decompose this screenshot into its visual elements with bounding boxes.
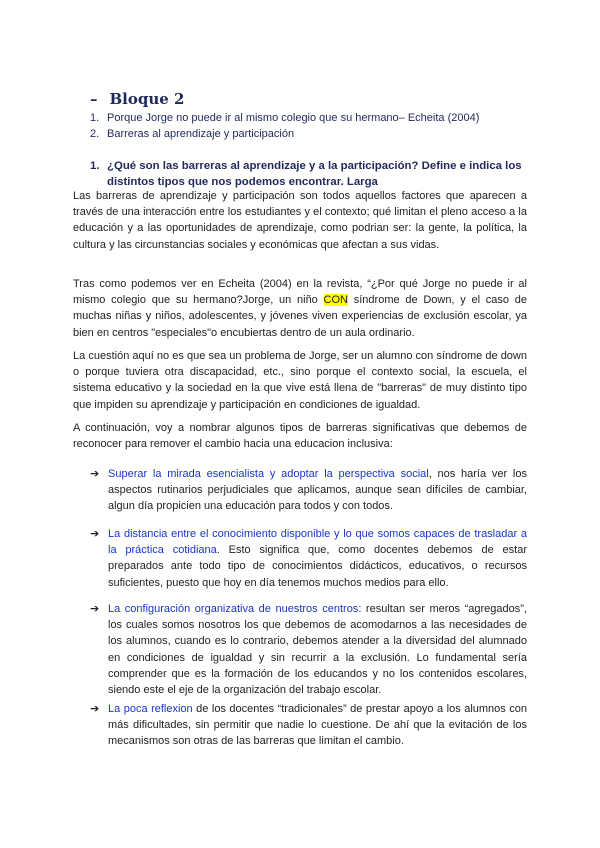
barrier-description: de los docentes “tradicionales” de prestar apoyo a los alumnos con más dificultades, sin permitir que nadie lo cuestione. De ahí que la evitación de los mecanismos son otras de las barreras que limitan el cambio. [108, 703, 528, 748]
topic-text: Porque Jorge no puede ir al mismo colegio que su hermano– Echeita (2004) [107, 112, 480, 124]
topic-item [90, 110, 479, 126]
question-text: ¿Qué son las barreras al aprendizaje y a la participación? Define e indica los distintos tipos que nos podemos encontrar. Larga [107, 160, 522, 188]
topic-list [90, 110, 479, 142]
paragraph-intro-barriers: A continuación, voy a nombrar algunos tipos de barreras significativas que debemos de reconocer para remover el cambio hacia una educacion inclusiva: [73, 422, 527, 451]
barrier-bullet [90, 601, 527, 698]
barrier-bullet [90, 466, 527, 515]
barrier-bullet [90, 701, 527, 750]
barrier-title: La configuración organizativa de nuestros centros [108, 603, 359, 615]
paragraph-echeita [73, 276, 527, 341]
arrow-icon: ➔ [90, 603, 100, 615]
question-number: 1. [90, 160, 100, 172]
highlighted-word: CON [323, 294, 348, 307]
topic-item [90, 126, 479, 142]
barrier-description: : resultan ser meros “agregados”, los cuales somos nosotros los que debemos de acomodarnos a las necesidades de los alumnos, cuando es lo contrario, debemos atender a la diversidad del alumnado en condiciones de igualdad y sin recurrir a la exclusión. Lo fundamental sería comprender que es la formación de los educandos y no los contenidos escolares, siendo este el eje de la organización del trabajo escolar. [108, 603, 527, 697]
arrow-icon: ➔ [90, 468, 100, 480]
arrow-icon: ➔ [90, 703, 100, 715]
paragraph-problem: La cuestión aquí no es que sea un problema de Jorge, ser un alumno con síndrome de down o porque tuviera otra discapacidad, etc., sino porque el contexto social, la escuela, el sistema educativo y la sociedad en la que vive está llena de "barreras" de muy distinto tipo que impiden su aprendizaje y participación en condiciones de igualdad. [73, 350, 527, 411]
paragraph-echeita-start: Tras como podemos ver en Echeita (2004) en la revista, “¿Por qué Jorge no puede ir al mismo colegio que su hermano?Jorge, un niño [73, 278, 527, 307]
topic-text: Barreras al aprendizaje y participación [107, 128, 295, 140]
topic-number: 1. [90, 112, 100, 124]
barrier-description: , nos haría ver los aspectos rutinarios perjudiciales que aplicamos, aunque sean difíciles de cambiar, algun día propicien una educación para todos y con todos. [108, 468, 527, 513]
paragraph-echeita-end: síndrome de Down, y el caso de muchas niñas y niños, adolescentes, y jóvenes viven experiencias de exclusión escolar, ya bien en centros "especiales"o encubiertas dentro de un aula ordinario. [73, 294, 527, 339]
question-heading [90, 158, 530, 190]
barrier-title: La poca reflexion [108, 703, 193, 715]
heading-dash: – [90, 90, 98, 108]
arrow-icon: ➔ [90, 528, 100, 540]
barrier-description: . Esto significa que, como docentes debemos de estar preparados ante todo tipo de conocimientos didácticos, educativos, o recursos suficientes, puesto que hoy en día tenemos muchos medios para ello. [108, 544, 527, 589]
barrier-title: La distancia entre el conocimiento disponible y lo que somos capaces de trasladar a la práctica cotidiana [108, 528, 527, 557]
barrier-bullet [90, 526, 527, 591]
section-heading [90, 90, 184, 108]
barrier-title: Superar la mirada esencialista y adoptar la perspectiva social [108, 468, 429, 480]
topic-number: 2. [90, 128, 100, 140]
paragraph-definition: Las barreras de aprendizaje y participación son todos aquellos factores que aparecen a través de una interacción entre los estudiantes y el contexto; qué limitan el pleno acceso a la educación y a las oportunidades de aprendizaje, como podrian ser: la gente, la política, la cultura y las circunstancias sociales y económicas que afectan a sus vidas. [73, 190, 527, 251]
heading-title: Bloque 2 [109, 90, 185, 108]
